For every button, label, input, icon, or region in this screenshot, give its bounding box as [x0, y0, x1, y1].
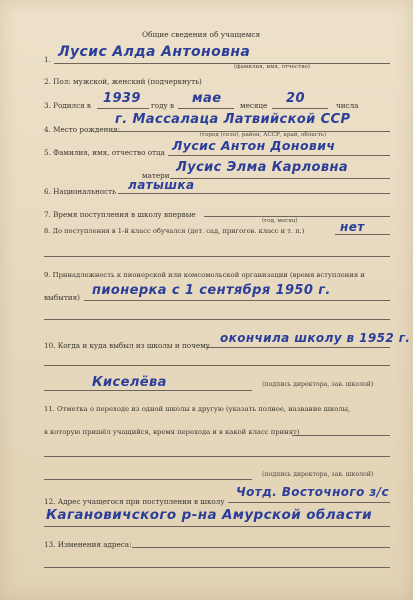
q9-line	[84, 300, 390, 301]
director-signature-1: Киселёва	[92, 375, 167, 390]
q12-line-2	[44, 526, 390, 527]
q7-label: 7. Время поступления в школу впервые	[44, 210, 196, 219]
q7-line	[204, 216, 390, 217]
preschool-answer: нет	[340, 220, 365, 234]
q10-line	[206, 347, 390, 348]
q1-line	[54, 63, 390, 64]
q9-label-line1: 9. Принадлежность к пионерской или комсомольской организации (время вступления и	[44, 271, 365, 279]
father-name: Лусис Антон Донович	[172, 138, 336, 153]
q3-year-line	[97, 108, 149, 109]
pioneer-answer: пионерка с 1 сентября 1950 г.	[92, 283, 331, 298]
q8-line-2	[44, 256, 390, 257]
q6-label: 6. Национальность	[44, 187, 117, 196]
address-line-1: Чотд. Восточного з/с	[236, 485, 389, 499]
q7-hint: (год, месяц)	[262, 218, 298, 224]
q11-label-line2: в которую пришёл учащийся, время перехода и в какой класс принят)	[44, 428, 300, 436]
birth-year: 1939	[103, 91, 141, 106]
birth-month: мае	[192, 91, 222, 106]
q9-label-line2: выбытия)	[44, 293, 80, 302]
q13-line-2	[44, 567, 390, 568]
q12-line-1	[228, 502, 390, 503]
q4-hint: (город (село), район, АССР, край, область)	[200, 132, 327, 138]
left-school-answer: окончила школу в 1952 г.	[220, 331, 411, 345]
q3-month-line	[178, 108, 234, 109]
student-name: Лусис Алда Антоновна	[58, 44, 251, 60]
birthplace: г. Массалаца Латвийской ССР	[115, 112, 351, 127]
q8-label: 8. До поступления в 1-й класс обучался (дет. сад, пригогов. класс и т. п.)	[44, 227, 305, 235]
birth-day: 20	[286, 91, 305, 106]
q5-father-line	[168, 155, 390, 156]
q10-label: 10. Когда и куда выбыл из школы и почему	[44, 341, 210, 350]
q5-mother-line	[170, 178, 390, 179]
q3-label: 3. Родился в	[44, 101, 91, 110]
q3-day-line	[272, 108, 328, 109]
q13-line-1	[132, 547, 390, 548]
q10-line-2	[44, 365, 390, 366]
q1-hint: (фамилия, имя, отчество)	[234, 64, 310, 70]
q1-number: 1.	[44, 55, 51, 64]
q5-mother-label: матери	[142, 171, 170, 180]
address-line-2: Кагановичского р-на Амурской области	[46, 507, 372, 523]
q9-line-2	[44, 319, 390, 320]
nationality: латышка	[128, 178, 195, 192]
q10-sign-hint: (подпись директора, зав. школой)	[262, 381, 374, 388]
mother-name: Лусис Элма Карловна	[176, 160, 349, 175]
q13-label: 13. Изменения адреса:	[44, 540, 132, 549]
q11-line-1	[292, 435, 390, 436]
q12-label: 12. Адрес учащегося при поступлении в школу	[44, 497, 225, 506]
q11-sign-hint: (подпись директора, зав. школой)	[262, 471, 374, 478]
q11-line-2	[44, 456, 390, 457]
q3-day-word: числа	[336, 101, 359, 110]
q5-label: 5. Фамилия, имя, отчество отца	[44, 148, 165, 157]
q3-year-word: году в	[151, 101, 175, 110]
form-title: Общие сведения об учащемся	[142, 30, 261, 39]
q11-sign-line	[44, 479, 252, 480]
q8-line-1	[335, 234, 390, 235]
q4-label: 4. Место рождения:	[44, 125, 121, 134]
q2-gender: 2. Пол: мужской, женский (подчеркнуть)	[44, 77, 202, 86]
q3-month-word: месяце	[240, 101, 268, 110]
q6-line	[118, 193, 390, 194]
q11-label-line1: 11. Отметка о переходе из одной школы в другую (указать полное, название школы,	[44, 405, 351, 413]
q10-sign-line	[44, 390, 252, 391]
